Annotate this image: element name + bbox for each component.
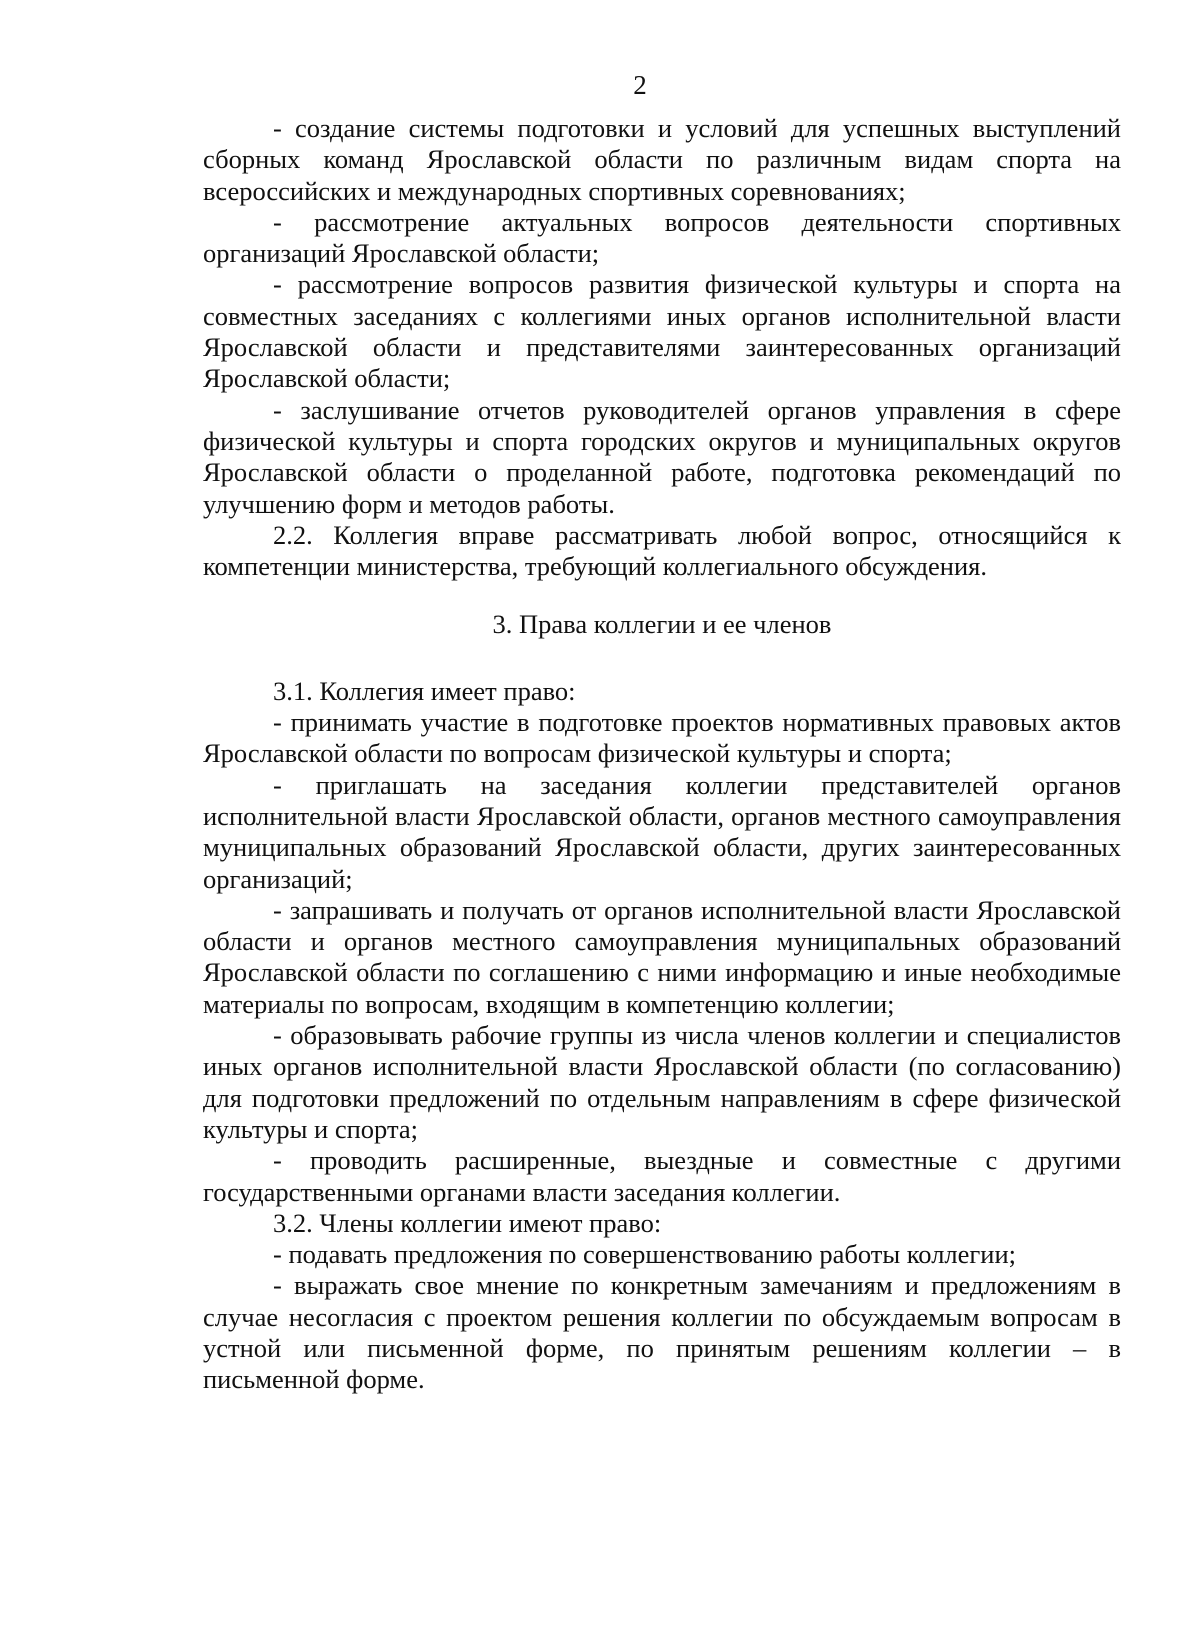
paragraph-draft-acts: - принимать участие в подготовке проектов нормативных правовых актов Ярославской области по вопросам физической культуры и спорта; <box>203 707 1121 769</box>
paragraph-working-groups: - образовывать рабочие группы из числа членов коллегии и специалистов иных органов исполнительной власти Ярославской области (по согласованию) для подготовки предложений по отдельным направлениям в сфере физической культуры и спорта; <box>203 1020 1121 1144</box>
document-body <box>203 113 1121 1396</box>
paragraph-sports-organizations: - рассмотрение актуальных вопросов деятельности спортивных организаций Ярославской области; <box>203 206 1121 269</box>
paragraph-clause-3-2: 3.2. Члены коллегии имеют право: <box>273 1207 662 1238</box>
paragraph-request-information: - запрашивать и получать от органов исполнительной власти Ярославской области и органов местного самоуправления муниципальных образований Ярославской области по соглашению с ними информацию и иные необходимые материалы по вопросам, входящим в компетенцию коллегии; <box>203 894 1121 1019</box>
paragraph-submit-proposals: - подавать предложения по совершенствованию работы коллегии; <box>273 1239 1016 1270</box>
paragraph-invite-representatives: - приглашать на заседания коллегии представителей органов исполнительной власти Ярославской области, органов местного самоуправления муниципальных образований Ярославской области, других заинтересованных организаций; <box>203 769 1121 894</box>
paragraph-clause-3-1: 3.1. Коллегия имеет право: <box>273 675 576 706</box>
paragraph-reports-hearing: - заслушивание отчетов руководителей органов управления в сфере физической культуры и спорта городских округов и муниципальных округов Ярославской области о проделанной работе, подготовка рекомендаций по улучшению форм и методов работы. <box>203 394 1121 519</box>
page-number: 2 <box>633 70 647 100</box>
paragraph-joint-meetings: - рассмотрение вопросов развития физической культуры и спорта на совместных заседаниях с коллегиями иных органов исполнительной власти Ярославской области и представителями заинтересованных организаций Ярославской области; <box>203 269 1121 394</box>
section-heading: 3. Права коллегии и ее членов <box>492 609 832 640</box>
paragraph-extended-meetings: - проводить расширенные, выездные и совместные с другими государственными органами власти заседания коллегии. <box>203 1145 1121 1207</box>
paragraph-training-system: - создание системы подготовки и условий для успешных выступлений сборных команд Ярославской области по различным видам спорта на всероссийских и международных спортивных соревнованиях; <box>203 113 1121 206</box>
paragraph-express-opinion: - выражать свое мнение по конкретным замечаниям и предложениям в случае несогласия с проектом решения коллегии по обсуждаемым вопросам в устной или письменной форме, по принятым решениям коллегии – в письменной форме. <box>203 1270 1121 1395</box>
paragraph-clause-2-2: 2.2. Коллегия вправе рассматривать любой вопрос, относящийся к компетенции министерства, требующий коллегиального обсуждения. <box>203 519 1121 582</box>
